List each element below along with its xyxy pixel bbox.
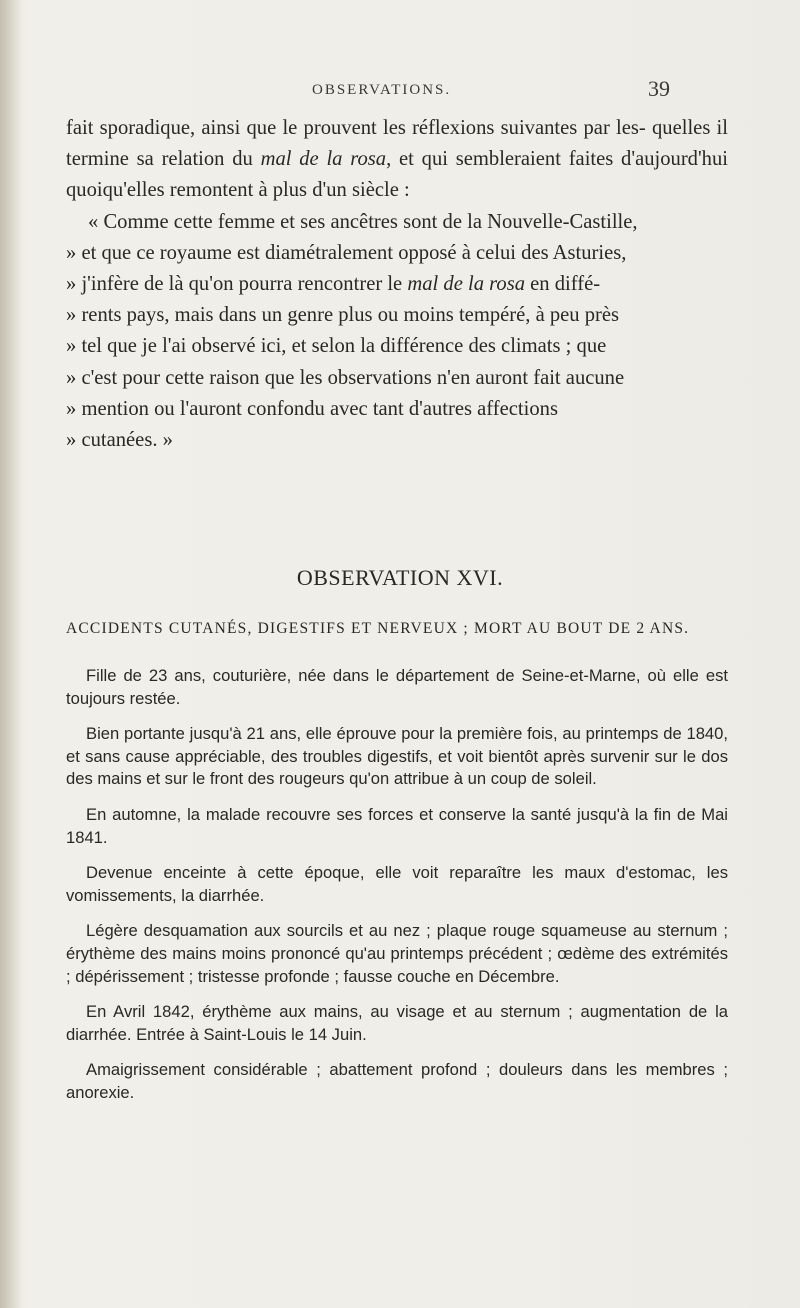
body-paragraph: Bien portante jusqu'à 21 ans, elle éprouve pour la première fois, au printemps de 1840, et sans cause appréciable, des troubles digestifs, et voit bientôt après survenir sur le dos des mains et sur le front des rougeurs qu'on attribue à un coup de soleil. <box>66 724 728 789</box>
quote-line: » c'est pour cette raison que les observations n'en auront fait aucune <box>66 366 625 389</box>
quote-line: « Comme cette femme et ses ancêtres sont de la Nouvelle-Castille, <box>88 210 638 233</box>
running-head: OBSERVATIONS. <box>312 82 452 98</box>
quote-line: » tel que je l'ai observé ici, et selon la différence des climats ; que <box>66 335 607 358</box>
page-number: 39 <box>648 76 670 101</box>
intro-paragraph: fait sporadique, ainsi que le prouvent les réflexions suivantes par les- quelles il termine sa relation du mal de la rosa, et qui sembleraient faites d'aujourd'hui quoiqu'elles remontent à plus d'un siècle : <box>66 117 728 202</box>
opening-text <box>66 113 728 456</box>
body-paragraph: Amaigrissement considérable ; abattement profond ; douleurs dans les membres ; anorexie. <box>66 1060 728 1102</box>
body-paragraph: En automne, la malade recouvre ses forces et conserve la santé jusqu'à la fin de Mai 1841. <box>66 804 728 847</box>
quote-line: » et que ce royaume est diamétralement opposé à celui des Asturies, <box>66 241 627 264</box>
body-paragraph: Fille de 23 ans, couturière, née dans le département de Seine-et-Marne, où elle est toujours restée. <box>66 666 728 708</box>
body-paragraph: En Avril 1842, érythème aux mains, au visage et au sternum ; augmentation de la diarrhée. Entrée à Saint-Louis le 14 Juin. <box>66 1002 728 1044</box>
disease-name: mal de la rosa <box>407 273 526 296</box>
observation-body <box>66 665 728 1118</box>
quote-line: » j'infère de là qu'on pourra rencontrer le mal de la rosa en diffé- <box>66 273 601 296</box>
quote-line: » rents pays, mais dans un genre plus ou moins tempéré, à peu près <box>66 304 620 327</box>
quote-line: » cutanées. » <box>66 429 173 452</box>
quote-line: » mention ou l'auront confondu avec tant d'autres affections <box>66 397 558 420</box>
observation-subtitle: ACCIDENTS CUTANÉS, DIGESTIFS ET NERVEUX ; MORT AU BOUT DE 2 ANS. <box>66 620 690 637</box>
quotation <box>66 207 728 457</box>
binding-shadow <box>0 0 22 1308</box>
disease-name: mal de la rosa <box>260 148 387 171</box>
body-paragraph: Légère desquamation aux sourcils et au nez ; plaque rouge squameuse au sternum ; érythème des mains moins prononcé qu'au printemps précédent ; œdème des extrémités ; dépérissement ; tristesse profonde ; fausse couche en Décembre. <box>66 921 728 986</box>
body-paragraph: Devenue enceinte à cette époque, elle voit reparaître les maux d'estomac, les vomissements, la diarrhée. <box>66 863 728 905</box>
observation-title: OBSERVATION XVI. <box>296 565 504 590</box>
